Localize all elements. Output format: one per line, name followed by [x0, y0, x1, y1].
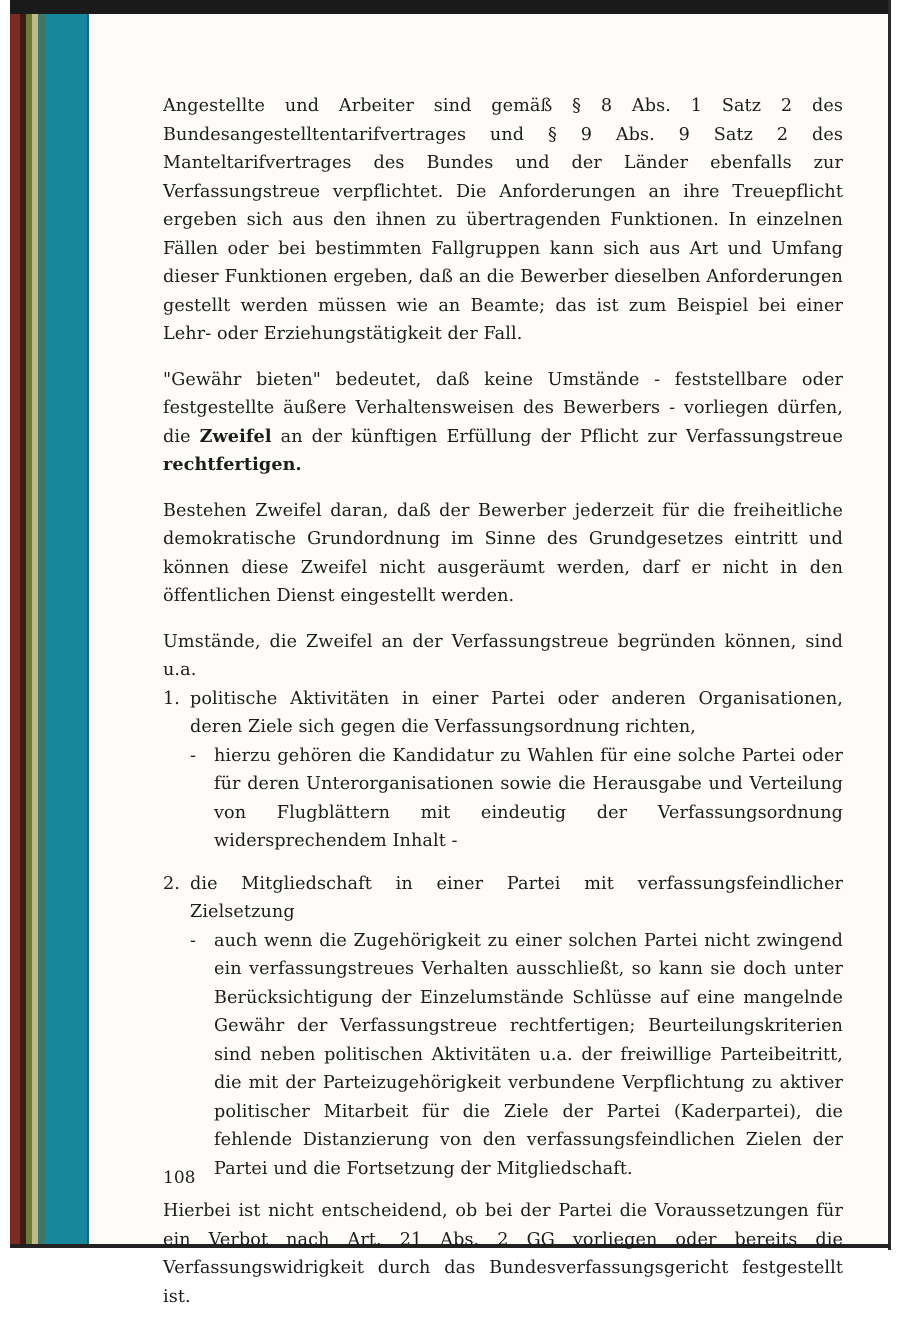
list-dash: - [190, 745, 197, 766]
list-dash: - [190, 930, 197, 951]
list-number: 2. [163, 873, 180, 894]
list-end-spacer [163, 1183, 843, 1197]
emphasis-zweifel: Zweifel [199, 425, 272, 447]
paragraph-doubts: Bestehen Zweifel daran, daß der Bewerber jederzeit für die freiheitliche demokratische Grundordnung im Sinne des Grundgesetzes eintritt und können diese Zweifel nicht ausgeräumt werden, darf er nicht in den öffentlichen Dienst eingestellt werden. [163, 500, 843, 606]
paragraph-gewaehr-text-2: an der künftigen Erfüllung der Pflicht zur Verfassungstreue [271, 426, 843, 447]
book-edge-strip-teal-dark [87, 14, 89, 1244]
list-item-2 [163, 870, 843, 1184]
paragraph-party-ban: Hierbei ist nicht entscheidend, ob bei der Partei die Voraussetzungen für ein Verbot nach Art. 21 Abs. 2 GG vorliegen oder bereits die Verfassungswidrigkeit durch das Bundesverfassungsgericht festgestellt ist. [163, 1201, 843, 1307]
list-sub-item [190, 927, 843, 1184]
page-number: 108 [163, 1168, 196, 1188]
list-item-body [190, 685, 843, 856]
paragraph-employees: Angestellte und Arbeiter sind gemäß § 8 Abs. 1 Satz 2 des Bundesangestelltentarifvertrages und § 9 Abs. 9 Satz 2 des Manteltarifvertrages des Bundes und der Länder ebenfalls zur Verfassungstreue verpflichtet. Die Anforderungen an ihre Treuepflicht ergeben sich aus den ihnen zu übertragenden Funktionen. In einzelnen Fällen oder bei bestimmten Fallgruppen kann sich aus Art und Umfang dieser Funktionen ergeben, daß an die Bewerber dieselben Anforderungen gestellt werden müssen wie an Beamte; das ist zum Beispiel bei einer Lehr- oder Erziehungstätigkeit der Fall. [163, 96, 843, 344]
list-sub-item [190, 742, 843, 856]
page-body [163, 92, 843, 1328]
list-sub-item-text: auch wenn die Zugehörigkeit zu einer solchen Partei nicht zwingend ein verfassungstreues Verhalten ausschließt, so kann sie doch unter Berücksichtigung der Einzelumstände Schlüsse auf eine mangelnde Gewähr der Verfassungstreue rechtfertigen; Beurteilungskriterien sind neben politischen Aktivitäten u.a. der freiwillige Parteibeitritt, die mit der Parteizugehörigkeit verbundene Verpflichtung zu aktiver politischer Mitarbeit für die Ziele der Partei (Kaderpartei), die fehlende Distanzierung von den verfassungsfeindlichen Zielen der Partei und die Fortsetzung der Mitgliedschaft. [214, 930, 843, 1179]
list-item-text: die Mitgliedschaft in einer Partei mit verfassungsfeindlicher Zielsetzung [190, 873, 843, 922]
list-item-text: politische Aktivitäten in einer Partei oder anderen Organisationen, deren Ziele sich gegen die Verfassungsordnung richten, [190, 688, 843, 737]
list-item-1 [163, 685, 843, 856]
emphasis-rechtfertigen: rechtfertigen. [163, 454, 302, 475]
list-number: 1. [163, 688, 180, 709]
list-spacer [163, 856, 843, 870]
book-edge-strip-teal [45, 14, 87, 1244]
right-edge [888, 0, 891, 1250]
list-item-body [190, 870, 843, 1184]
list-sub-item-text: hierzu gehören die Kandidatur zu Wahlen für eine solche Partei oder für deren Unterorganisationen sowie die Herausgabe und Verteilung von Flugblättern mit eindeutig der Verfassungsordnung widersprechendem Inhalt - [214, 745, 843, 851]
paragraph-circumstances-intro: Umstände, die Zweifel an der Verfassungstreue begründen können, sind u.a. [163, 631, 843, 680]
book-edge-strip-green [38, 14, 45, 1244]
paragraph-gewaehr-bieten [163, 366, 843, 480]
book-edge-strip-red [10, 14, 20, 1244]
paragraph-gewaehr-text-1: "Gewähr bieten" bedeutet, daß keine Umstände - feststellbare oder festgestellte äußere Verhaltensweisen des Bewerbers - vorliegen dürfen, die [163, 369, 843, 447]
